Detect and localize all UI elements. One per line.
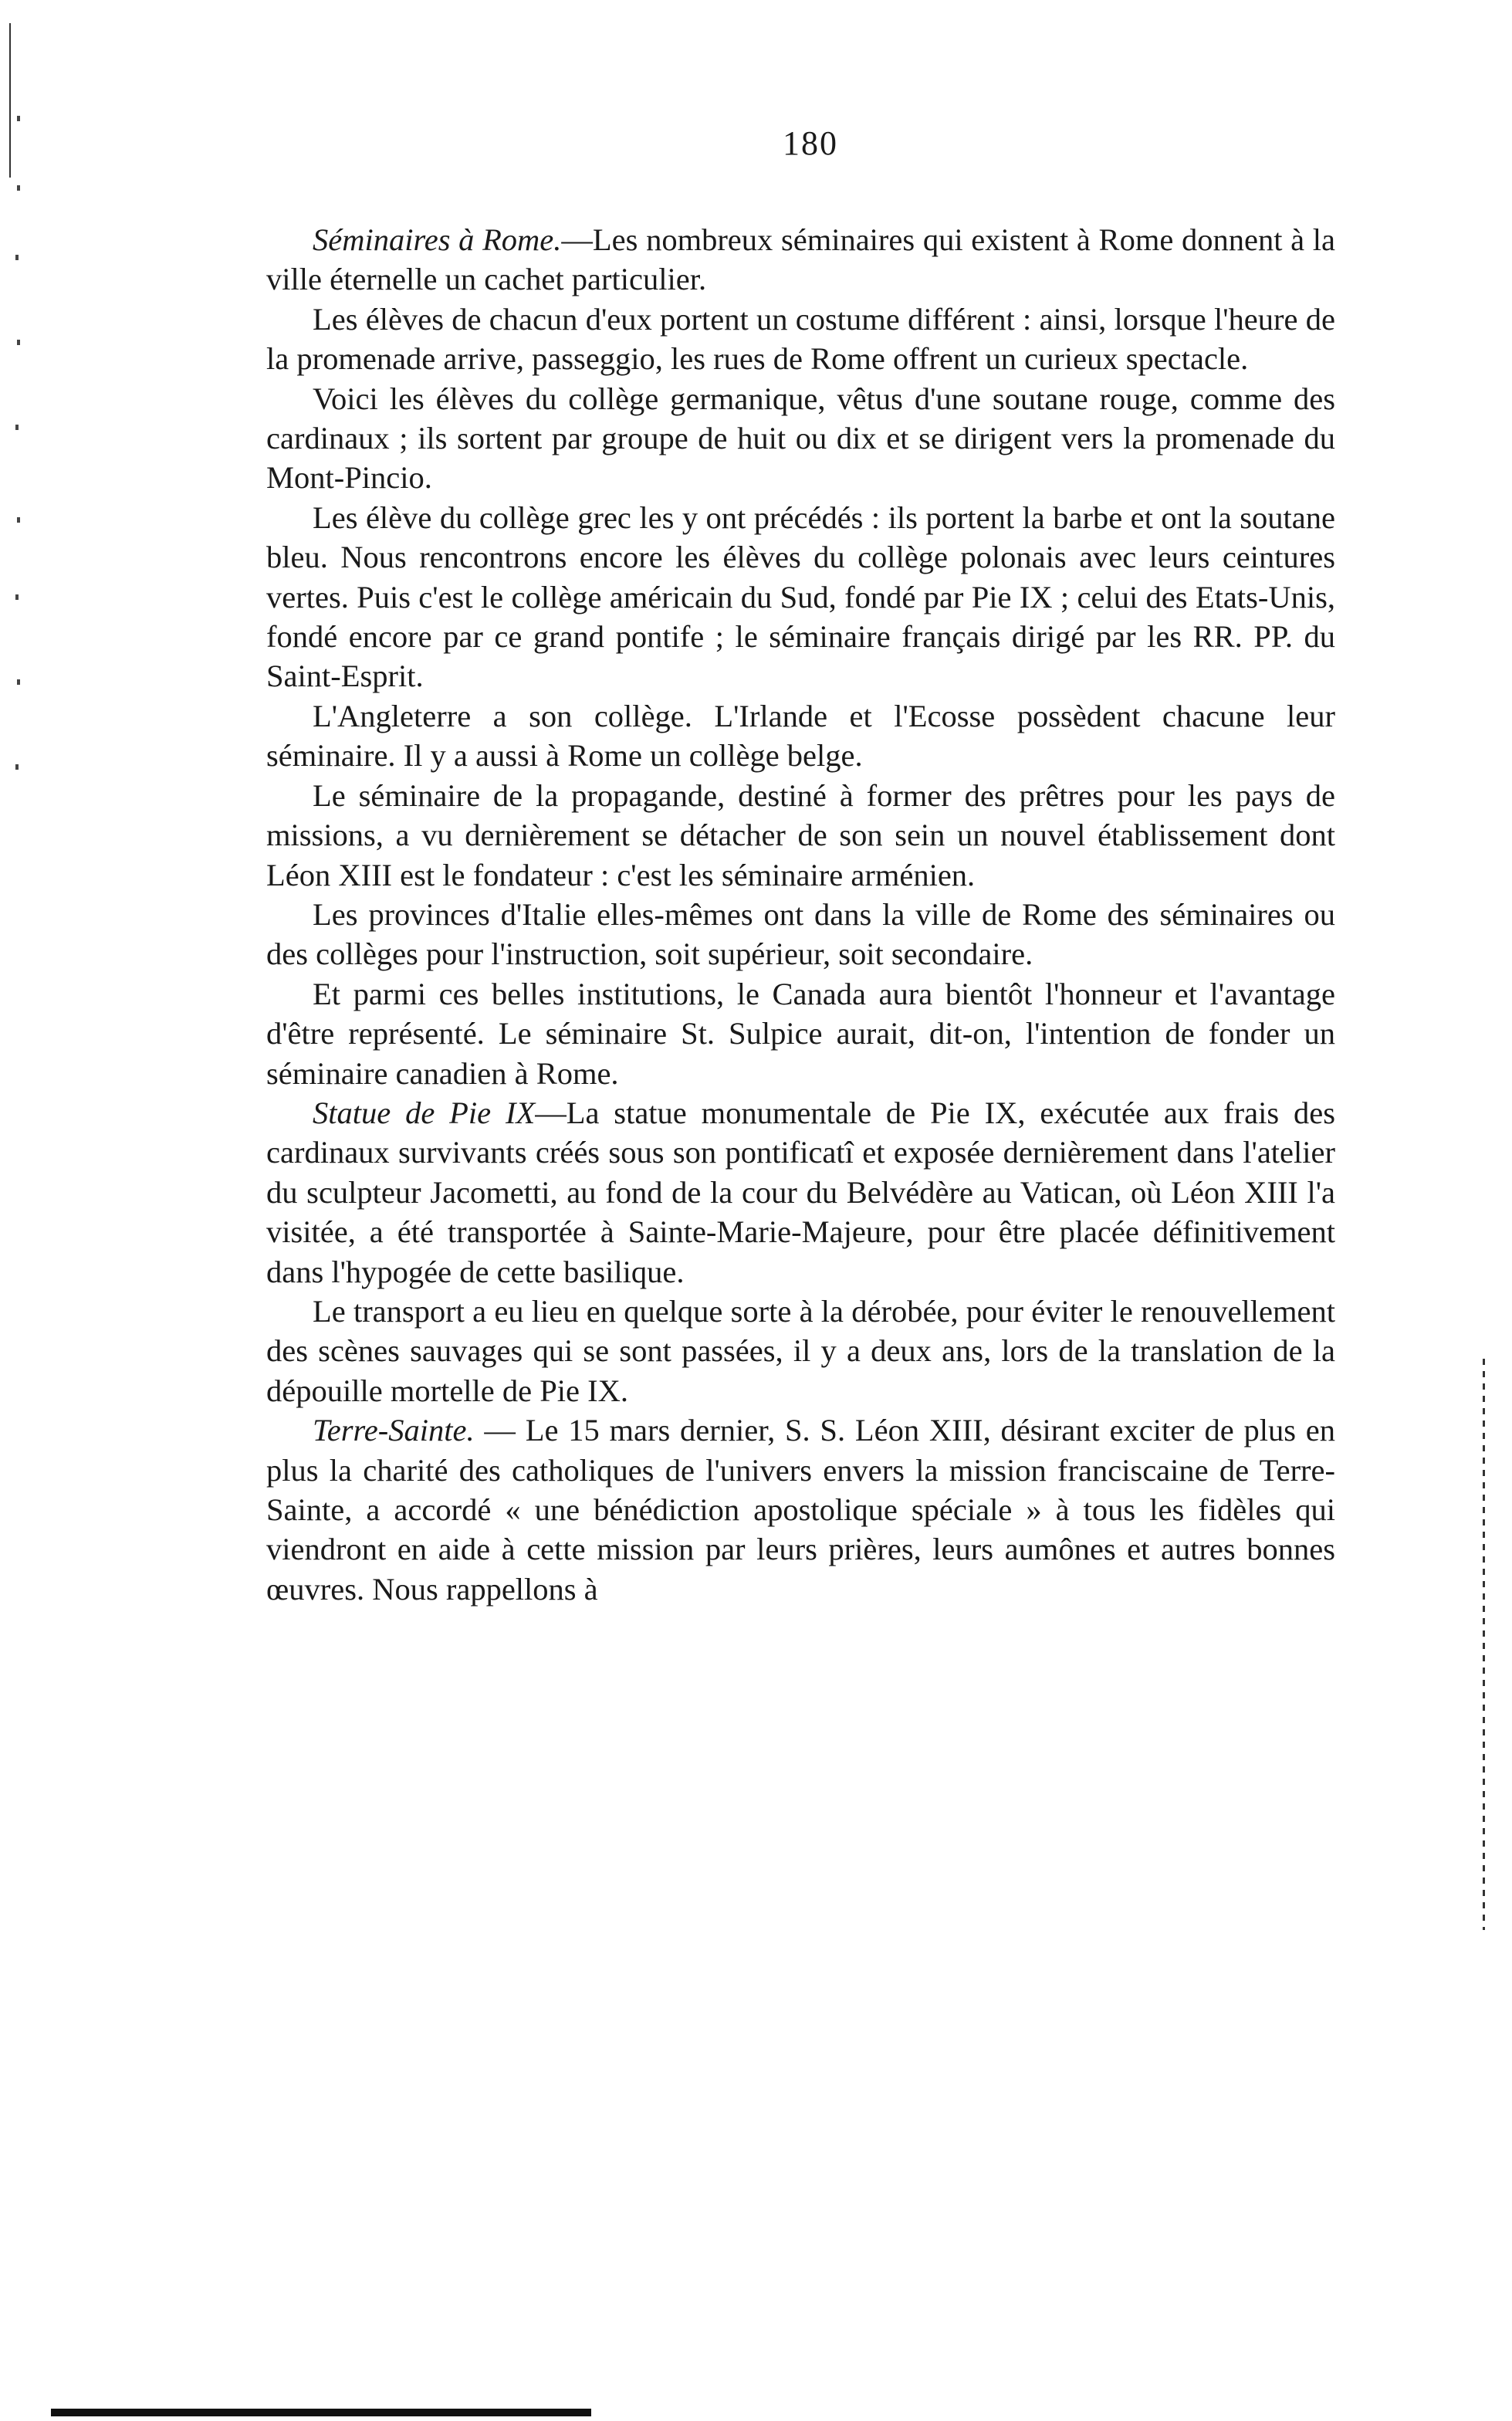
margin-dot [17,185,20,191]
margin-dot [17,340,20,345]
body-text [266,220,1335,1609]
paragraph-statue-pie-ix [266,1093,1335,1292]
paragraph-terre-sainte [266,1410,1335,1609]
paragraph [266,498,1335,696]
paragraph-text: —La statue monumentale de Pie IX, exécutée aux frais des cardinaux survivants créés sous son pontificatî et exposée dernièrement dans l'atelier du sculpteur Jacometti, au fond de la cour du Belvédère au Vatican, où Léon XIII l'a visitée, a été transportée à Sainte-Marie-Majeure, pour être placée définitivement dans l'hypogée de cette basilique. [266,1095,1335,1289]
margin-dot [15,425,19,430]
right-edge-marks [1483,1359,1485,1930]
margin-dot [17,517,20,523]
margin-dot [15,594,19,600]
paragraph [266,895,1335,974]
paragraph-text: Les provinces d'Italie elles-mêmes ont dans la ville de Rome des séminaires ou des collèges pour l'instruction, soit supérieur, soit secondaire. [266,896,1335,972]
paragraph [266,974,1335,1093]
paragraph-text: Voici les élèves du collège germanique, vêtus d'une soutane rouge, comme des cardinaux ; ils sortent par groupe de huit ou dix et se dirigent vers la promenade du Mont-Pincio. [266,381,1335,496]
paragraph-text: Les élèves de chacun d'eux portent un costume différent : ainsi, lorsque l'heure de la promenade arrive, passeggio, les rues de Rome offrent un curieux spectacle. [266,301,1335,377]
section-heading: Séminaires à Rome. [313,222,562,257]
paragraph-text: Et parmi ces belles institutions, le Canada aura bientôt l'honneur et l'avantage d'être représenté. Le séminaire St. Sulpice aurait, dit-on, l'intention de fonder un séminaire canadien à Rome. [266,976,1335,1091]
paragraph-text: L'Angleterre a son collège. L'Irlande et l'Ecosse possèdent chacune leur séminaire. Il y a aussi à Rome un collège belge. [266,698,1335,774]
bottom-rule [51,2409,591,2416]
margin-dot [17,679,20,685]
margin-dot [15,764,19,770]
margin-dot [17,116,20,121]
section-heading: Statue de Pie IX [313,1095,536,1130]
page-number: 180 [783,124,838,162]
section-heading: Terre-Sainte. [313,1413,475,1448]
paragraph-text: — Le 15 mars dernier, S. S. Léon XIII, désirant exciter de plus en plus la charité des catholiques de l'univers envers la mission franciscaine de Terre-Sainte, a accordé « une bénédiction apostolique spéciale » à tous les fidèles qui viendront en aide à cette mission par leurs prières, leurs aumônes et autres bonnes œuvres. Nous rappellons à [266,1413,1335,1607]
paragraph [266,379,1335,498]
paragraph [266,696,1335,776]
paragraph-text: Le séminaire de la propagande, destiné à former des prêtres pour les pays de missions, a vu dernièrement se détacher de son sein un nouvel établissement dont Léon XIII est le fondateur : c'est les séminaire arménien. [266,777,1335,892]
paragraph [266,300,1335,379]
paragraph-seminaires [266,220,1335,300]
paragraph-text: Les élève du collège grec les y ont précédés : ils portent la barbe et ont la soutane bleu. Nous rencontrons encore les élèves du collège polonais avec leurs ceintures vertes. Puis c'est le collège américain du Sud, fondé par Pie IX ; celui des Etats-Unis, fondé encore par ce grand pontife ; le séminaire français dirigé par les RR. PP. du Saint-Esprit. [266,499,1335,694]
paragraph-text: Le transport a eu lieu en quelque sorte à la dérobée, pour éviter le renouvellement des scènes sauvages qui se sont passées, il y a deux ans, lors de la translation de la dépouille mortelle de Pie IX. [266,1293,1335,1408]
margin-dot [15,255,19,260]
paragraph [266,776,1335,895]
paragraph [266,1292,1335,1410]
paragraph-text: —Les nombreux séminaires qui existent à Rome donnent à la ville éternelle un cachet particulier. [266,222,1335,297]
